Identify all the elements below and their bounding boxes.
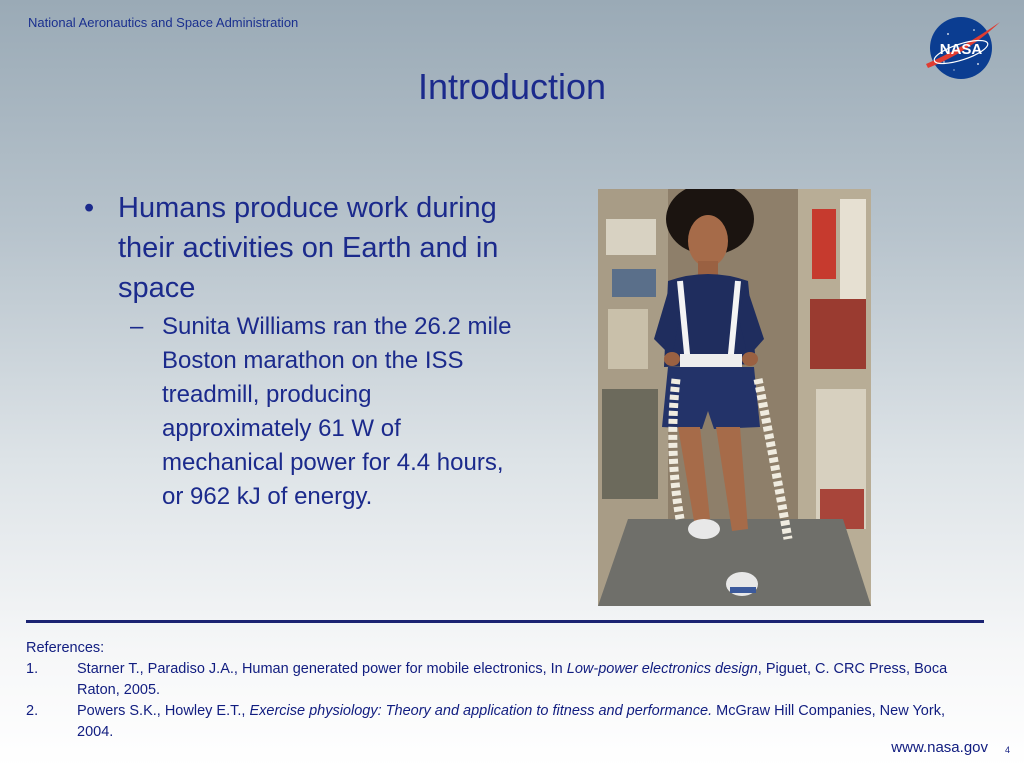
reference-text: McGraw Hill Companies, New York, 2004. (77, 703, 945, 740)
references-heading: References: (26, 640, 105, 656)
sub-bullet (126, 310, 517, 514)
reference-item (26, 701, 976, 743)
agency-name: National Aeronautics and Space Administration (28, 15, 299, 30)
reference-number: 2. (26, 703, 39, 719)
reference-text: , Piguet, C. CRC Press, Boca Raton, 2005. (77, 661, 948, 698)
bullet-marker: • (84, 192, 95, 224)
astronaut-treadmill-photo (598, 189, 871, 606)
sub-bullet-text: Sunita Williams ran the 26.2 mile Boston marathon on the ISS treadmill, producing approximately 61 W of mechanical power for 4.4 hours, or 962 kJ of energy. (162, 313, 512, 510)
slide-title: Introduction (417, 66, 607, 107)
reference-text: Powers S.K., Howley E.T., (77, 703, 250, 719)
main-bullet (82, 188, 522, 308)
footer-url: www.nasa.gov (891, 739, 988, 756)
nasa-logo-text: NASA (939, 41, 983, 58)
page-number: 4 (1004, 745, 1010, 755)
reference-title: Exercise physiology: Theory and application to fitness and performance. (249, 703, 713, 719)
reference-text: Starner T., Paradiso J.A., Human generated power for mobile electronics, In (77, 661, 567, 677)
reference-number: 1. (26, 661, 39, 677)
bullet-list (82, 188, 522, 514)
main-bullet-text: Humans produce work during their activities on Earth and in space (118, 192, 499, 304)
divider-rule (26, 620, 984, 623)
reference-title: Low-power electronics design (566, 661, 758, 677)
reference-item (26, 659, 976, 701)
references (26, 638, 976, 743)
sub-bullet-marker: – (130, 313, 144, 340)
